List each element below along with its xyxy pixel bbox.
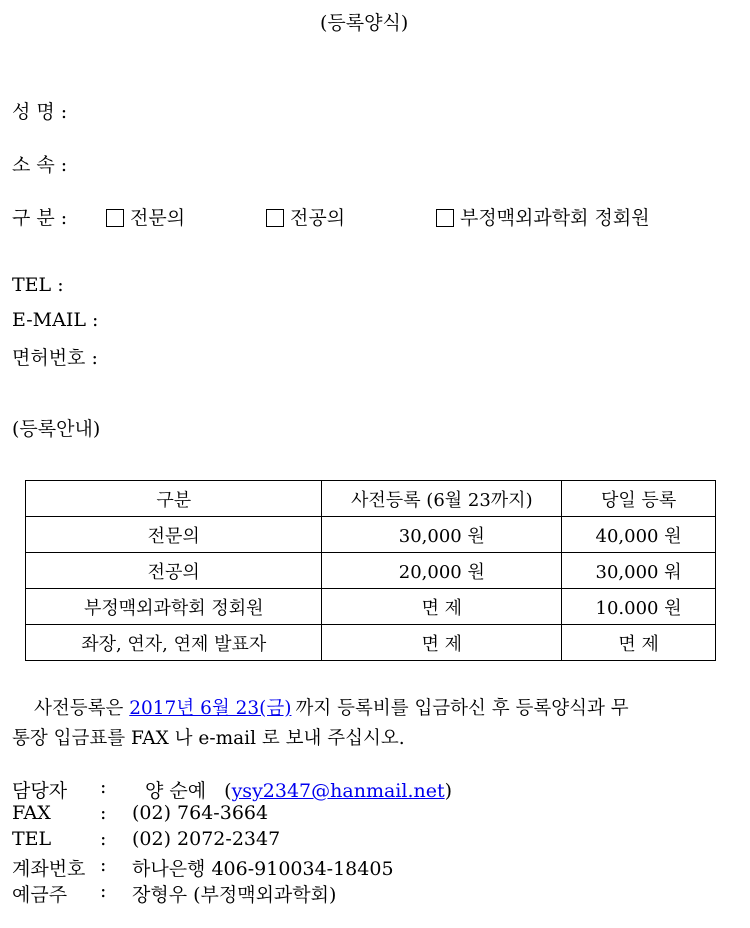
license-label: 면허번호 : <box>12 347 98 369</box>
option-resident[interactable] <box>266 203 345 230</box>
deadline-link[interactable]: 2017년 6월 23(금) <box>129 698 292 719</box>
table-cell: 30,000 원 <box>322 517 562 553</box>
colon: : <box>100 854 107 876</box>
option-label: 전공의 <box>290 207 346 229</box>
notice-text: 까지 등록비를 입금하신 후 등록양식과 무 <box>295 698 629 719</box>
notice-line-1 <box>34 694 629 720</box>
tel-label: TEL : <box>12 274 64 296</box>
paren: ) <box>444 780 453 802</box>
colon: : <box>100 828 107 850</box>
option-member[interactable] <box>436 203 650 230</box>
table-cell: 전공의 <box>26 553 322 589</box>
table-cell: 면 제 <box>322 589 562 625</box>
header-cell: 사전등록 (6월 23까지) <box>322 481 562 517</box>
table-row <box>26 625 716 661</box>
table-header-row <box>26 481 716 517</box>
email-label: E-MAIL : <box>12 309 99 331</box>
table-cell: 20,000 원 <box>322 553 562 589</box>
colon: : <box>100 776 107 798</box>
header-cell: 구분 <box>26 481 322 517</box>
table-cell: 10.000 원 <box>562 589 716 625</box>
fax-value: (02) 764-3664 <box>132 802 269 824</box>
colon: : <box>100 802 107 824</box>
checkbox-icon[interactable] <box>266 209 284 227</box>
notice-line-2: 통장 입금표를 FAX 나 e-mail 로 보내 주십시오. <box>12 728 405 749</box>
checkbox-icon[interactable] <box>436 209 454 227</box>
affiliation-label: 소 속 : <box>12 154 68 176</box>
manager-row <box>145 776 452 803</box>
header-cell: 당일 등록 <box>562 481 716 517</box>
colon: : <box>100 880 107 902</box>
table-cell: 전문의 <box>26 517 322 553</box>
table-row <box>26 517 716 553</box>
guide-heading: (등록안내) <box>12 418 101 440</box>
paren: ( <box>224 780 232 802</box>
form-header: (등록양식) <box>320 12 409 34</box>
table-cell: 면 제 <box>322 625 562 661</box>
table-cell: 부정맥외과학회 정회원 <box>26 589 322 625</box>
manager-name: 양 순예 <box>145 780 207 802</box>
table-cell: 좌장, 연자, 연제 발표자 <box>26 625 322 661</box>
fee-table <box>25 480 716 661</box>
table-cell: 30,000 워 <box>562 553 716 589</box>
option-label: 부정맥외과학회 정회원 <box>460 207 650 229</box>
account-label: 계좌번호 <box>12 858 86 880</box>
category-label: 구 분 : <box>12 207 68 229</box>
holder-value: 장형우 (부정맥외과학회) <box>132 884 337 906</box>
manager-email-link[interactable]: ysy2347@hanmail.net <box>231 780 445 802</box>
option-specialist[interactable] <box>106 203 185 230</box>
name-label: 성 명 : <box>12 101 68 123</box>
tel-contact-label: TEL <box>12 828 52 850</box>
table-cell: 면 제 <box>562 625 716 661</box>
manager-label: 담당자 <box>12 780 68 802</box>
table-row <box>26 553 716 589</box>
account-value: 하나은행 406-910034-18405 <box>132 858 394 880</box>
notice-text: 사전등록은 <box>34 698 124 719</box>
tel-value: (02) 2072-2347 <box>132 828 281 850</box>
checkbox-icon[interactable] <box>106 209 124 227</box>
table-cell: 40,000 원 <box>562 517 716 553</box>
table-row <box>26 589 716 625</box>
holder-label: 예금주 <box>12 884 68 906</box>
option-label: 전문의 <box>130 207 186 229</box>
fax-label: FAX <box>12 802 51 824</box>
